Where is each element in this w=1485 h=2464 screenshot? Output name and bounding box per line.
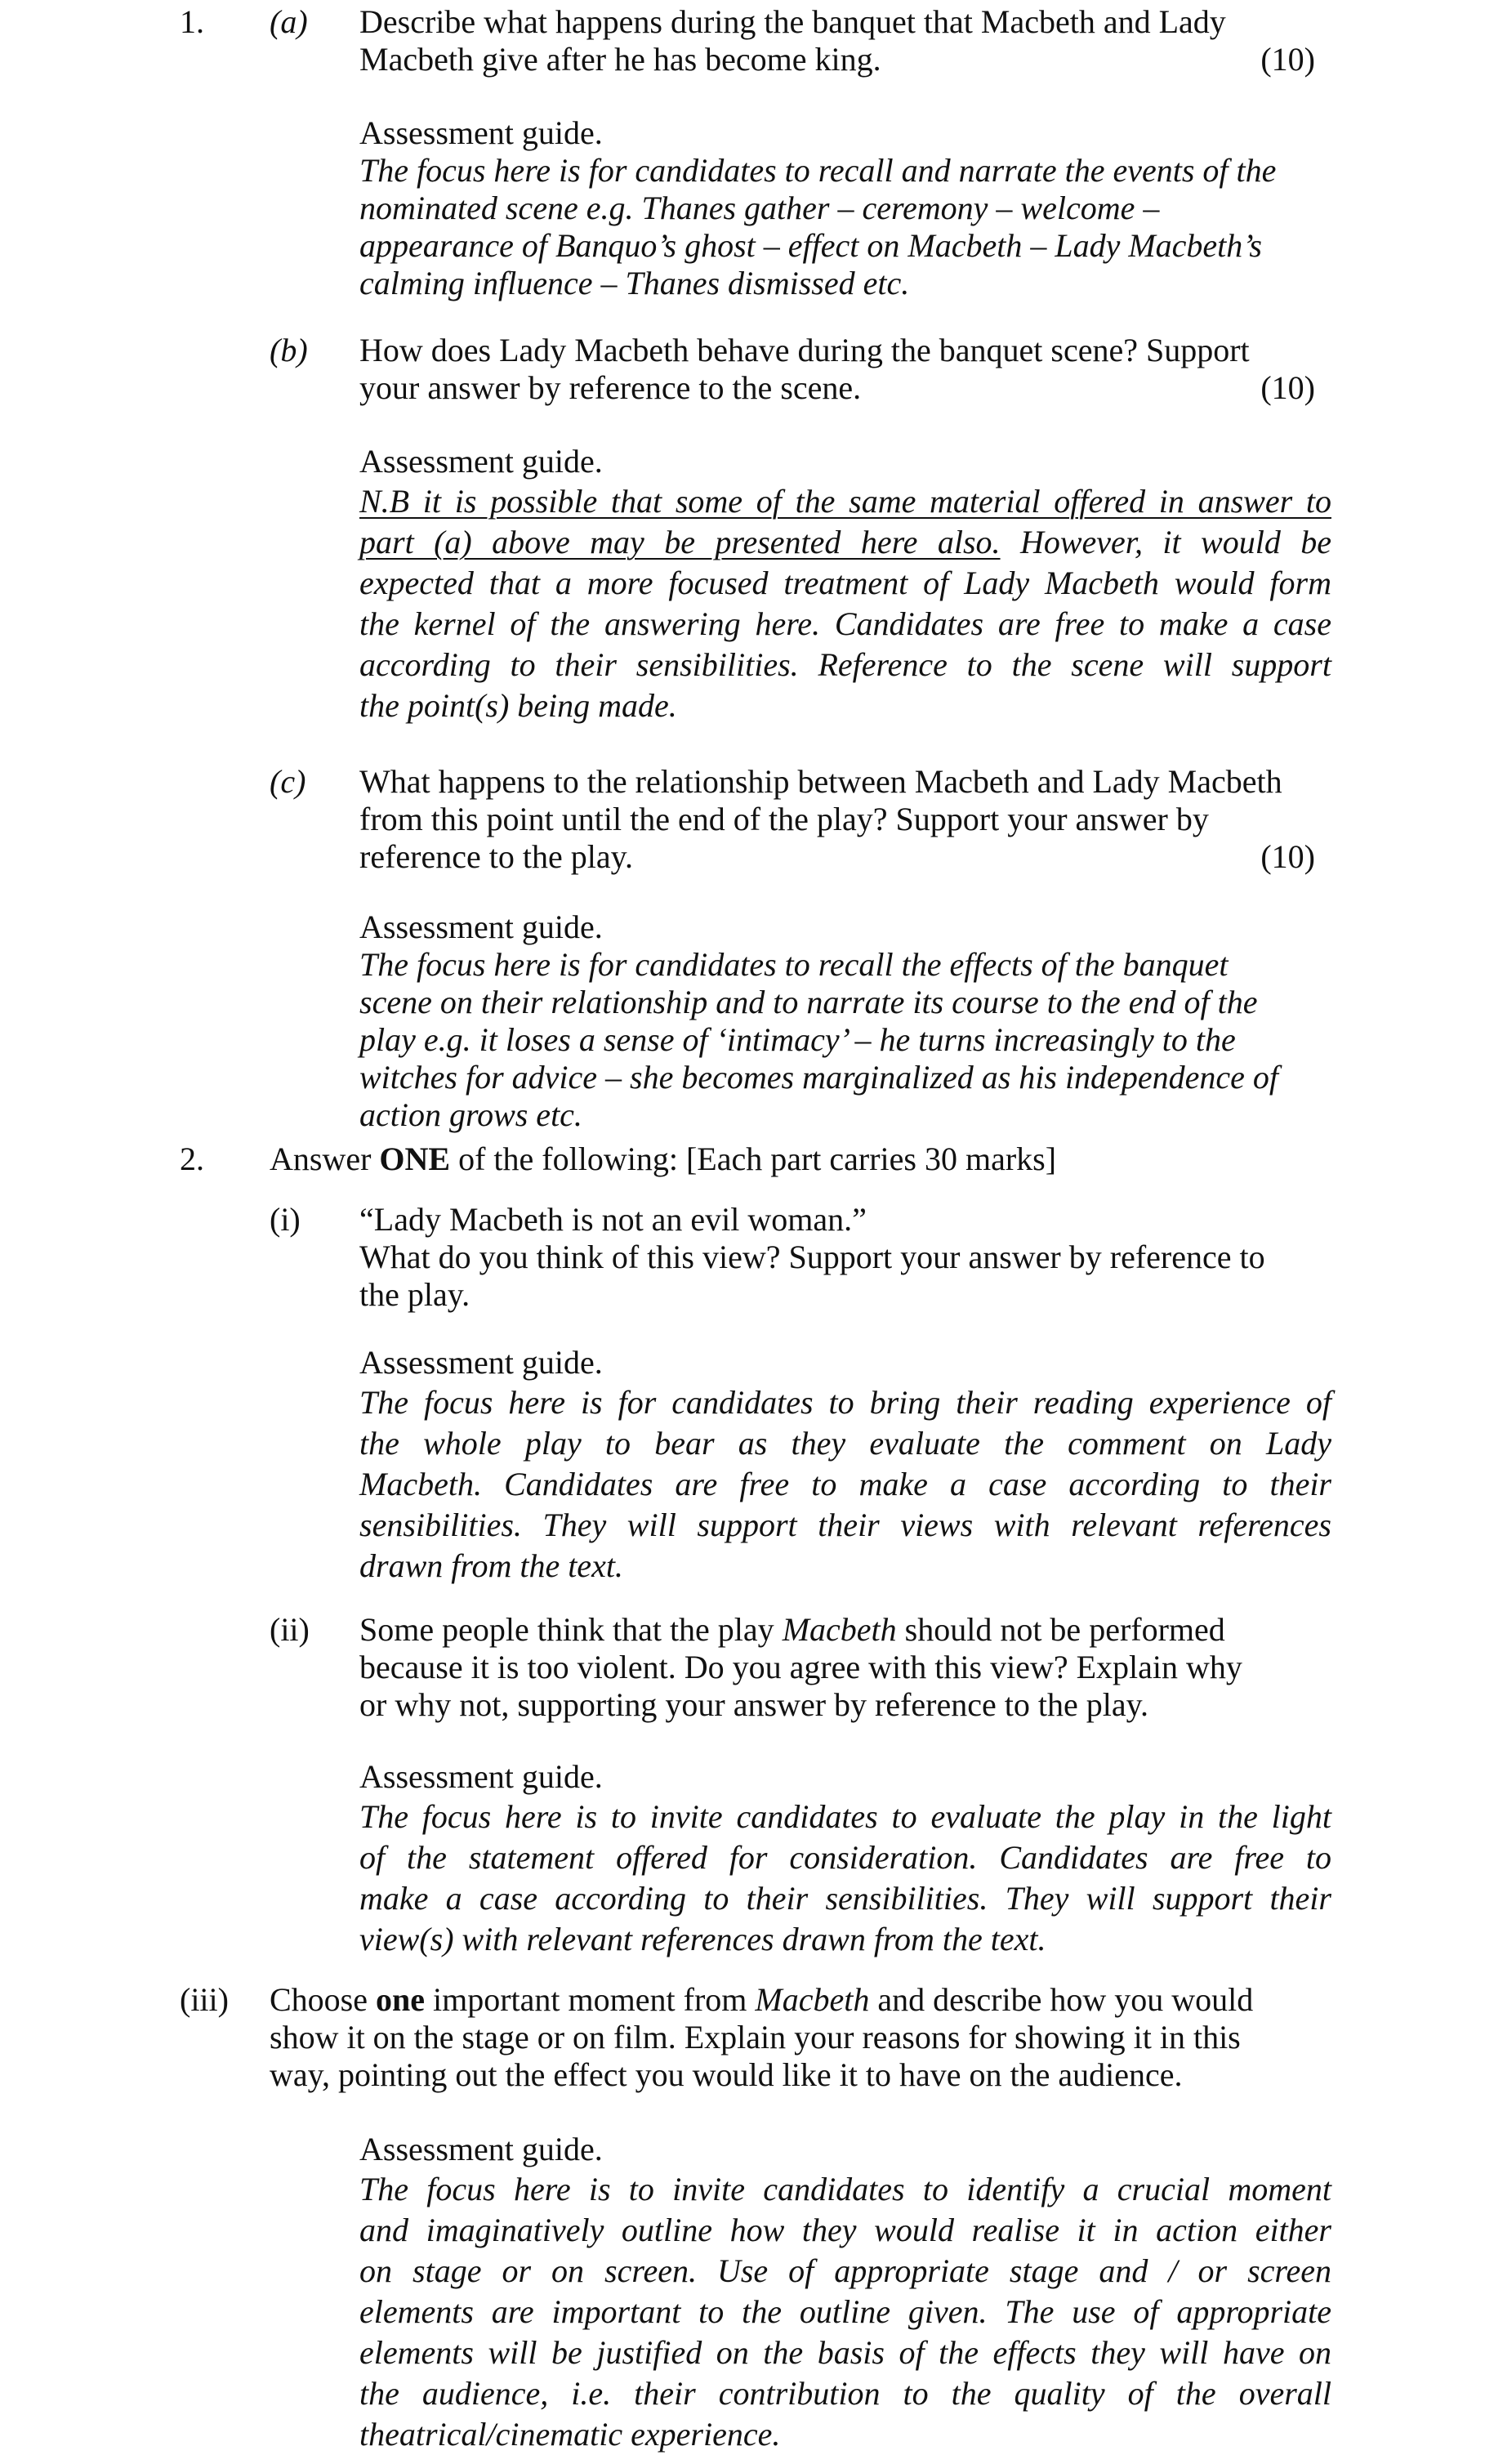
part-ii-label: (ii) — [270, 1611, 310, 1648]
part-c-question-line: from this point until the end of the play? Support your answer by — [359, 801, 1209, 837]
question-1-number: 1. — [180, 3, 204, 40]
part-b-label: (b) — [270, 332, 308, 368]
part-ii-guide-line: The focus here is to invite candidates to evaluate the play in the light — [359, 1798, 1331, 1835]
part-iii-guide-line: The focus here is to invite candidates to identify a crucial moment — [359, 2171, 1331, 2207]
part-b-guide-nb: N.B it is possible that some of the same material offered in answer to — [359, 483, 1331, 520]
part-b-guide-line: the point(s) being made. — [359, 687, 677, 724]
part-a-question-line: Macbeth give after he has become king. — [359, 41, 881, 78]
part-ii-guide-line: make a case according to their sensibilities. They will support their — [359, 1880, 1331, 1917]
part-b-guide-line: part (a) above may be presented here also. However, it would be — [359, 524, 1332, 560]
part-i-guide-line: drawn from the text. — [359, 1547, 623, 1584]
part-i-guide-line: The focus here is for candidates to bring their reading experience of — [359, 1384, 1331, 1421]
part-b-guide-line: expected that a more focused treatment of Lady Macbeth would form — [359, 565, 1331, 601]
part-b-guide-line: according to their sensibilities. Reference to the scene will support — [359, 646, 1331, 683]
part-ii-question-line: or why not, supporting your answer by reference to the play. — [359, 1686, 1149, 1723]
part-a-guide-line: The focus here is for candidates to recall and narrate the events of the — [359, 152, 1277, 189]
part-i-guide-line: Macbeth. Candidates are free to make a case according to their — [359, 1466, 1331, 1502]
part-b-question-line: How does Lady Macbeth behave during the banquet scene? Support — [359, 332, 1250, 368]
part-c-guide-line: play e.g. it loses a sense of ‘intimacy’ – he turns increasingly to the — [359, 1021, 1236, 1058]
part-b-marks: (10) — [1260, 369, 1315, 406]
part-c-guide-line: action grows etc. — [359, 1096, 582, 1133]
part-a-guide-line: nominated scene e.g. Thanes gather – ceremony – welcome – — [359, 190, 1160, 226]
part-ii-guide-line: of the statement offered for consideration. Candidates are free to — [359, 1839, 1331, 1876]
part-iii-label: (iii) — [180, 1981, 229, 2018]
part-iii-question-line: way, pointing out the effect you would like it to have on the audience. — [270, 2056, 1183, 2093]
part-a-question-line: Describe what happens during the banquet that Macbeth and Lady — [359, 3, 1226, 40]
part-a-guide-heading: Assessment guide. — [359, 114, 603, 151]
part-ii-question-line: because it is too violent. Do you agree with this view? Explain why — [359, 1649, 1242, 1685]
part-iii-guide-heading: Assessment guide. — [359, 2131, 603, 2167]
part-ii-question-line: Some people think that the play Macbeth should not be performed — [359, 1611, 1225, 1648]
part-i-guide-heading: Assessment guide. — [359, 1344, 603, 1381]
part-c-guide-line: witches for advice – she becomes marginalized as his independence of — [359, 1059, 1278, 1096]
part-iii-guide-line: elements will be justified on the basis of the effects they will have on — [359, 2334, 1331, 2371]
part-a-guide-line: calming influence – Thanes dismissed etc. — [359, 265, 910, 301]
part-a-label: (a) — [270, 3, 308, 40]
part-i-question-line: What do you think of this view? Support your answer by reference to — [359, 1239, 1265, 1275]
part-c-marks: (10) — [1260, 838, 1315, 875]
part-iii-guide-line: on stage or on screen. Use of appropriate stage and / or screen — [359, 2252, 1331, 2289]
part-i-question-line: the play. — [359, 1276, 470, 1313]
part-iii-question-line: show it on the stage or on film. Explain your reasons for showing it in this — [270, 2019, 1241, 2056]
part-c-question-line: reference to the play. — [359, 838, 633, 875]
part-iii-guide-line: and imaginatively outline how they would realise it in action either — [359, 2212, 1331, 2248]
part-b-guide-nb-cont: part (a) above may be presented here also. — [359, 524, 1001, 560]
part-i-question-line: “Lady Macbeth is not an evil woman.” — [359, 1201, 867, 1238]
part-i-guide-line: sensibilities. They will support their views with relevant references — [359, 1507, 1331, 1543]
part-i-label: (i) — [270, 1201, 301, 1238]
part-c-question-line: What happens to the relationship between Macbeth and Lady Macbeth — [359, 763, 1282, 800]
part-i-guide-line: the whole play to bear as they evaluate the comment on Lady — [359, 1425, 1331, 1462]
question-2-intro: Answer ONE of the following: [Each part carries 30 marks] — [270, 1140, 1057, 1177]
part-ii-guide-heading: Assessment guide. — [359, 1758, 603, 1795]
part-c-label: (c) — [270, 763, 306, 800]
part-c-guide-line: The focus here is for candidates to recall the effects of the banquet — [359, 946, 1229, 983]
part-b-question-line: your answer by reference to the scene. — [359, 369, 862, 406]
question-2-number: 2. — [180, 1140, 204, 1177]
part-ii-guide-line: view(s) with relevant references drawn from the text. — [359, 1921, 1046, 1957]
part-c-guide-line: scene on their relationship and to narrate its course to the end of the — [359, 984, 1258, 1020]
part-iii-guide-line: the audience, i.e. their contribution to the quality of the overall — [359, 2375, 1331, 2412]
part-a-guide-line: appearance of Banquo’s ghost – effect on Macbeth – Lady Macbeth’s — [359, 227, 1262, 264]
part-c-guide-heading: Assessment guide. — [359, 908, 603, 945]
part-a-marks: (10) — [1260, 41, 1315, 78]
part-b-guide-line: the kernel of the answering here. Candidates are free to make a case — [359, 605, 1331, 642]
part-b-guide-heading: Assessment guide. — [359, 443, 603, 480]
part-iii-guide-line: theatrical/cinematic experience. — [359, 2416, 781, 2453]
part-iii-question-line: Choose one important moment from Macbeth and describe how you would — [270, 1981, 1254, 2018]
part-b-guide-line — [359, 483, 1331, 520]
part-iii-guide-line: elements are important to the outline given. The use of appropriate — [359, 2293, 1331, 2330]
